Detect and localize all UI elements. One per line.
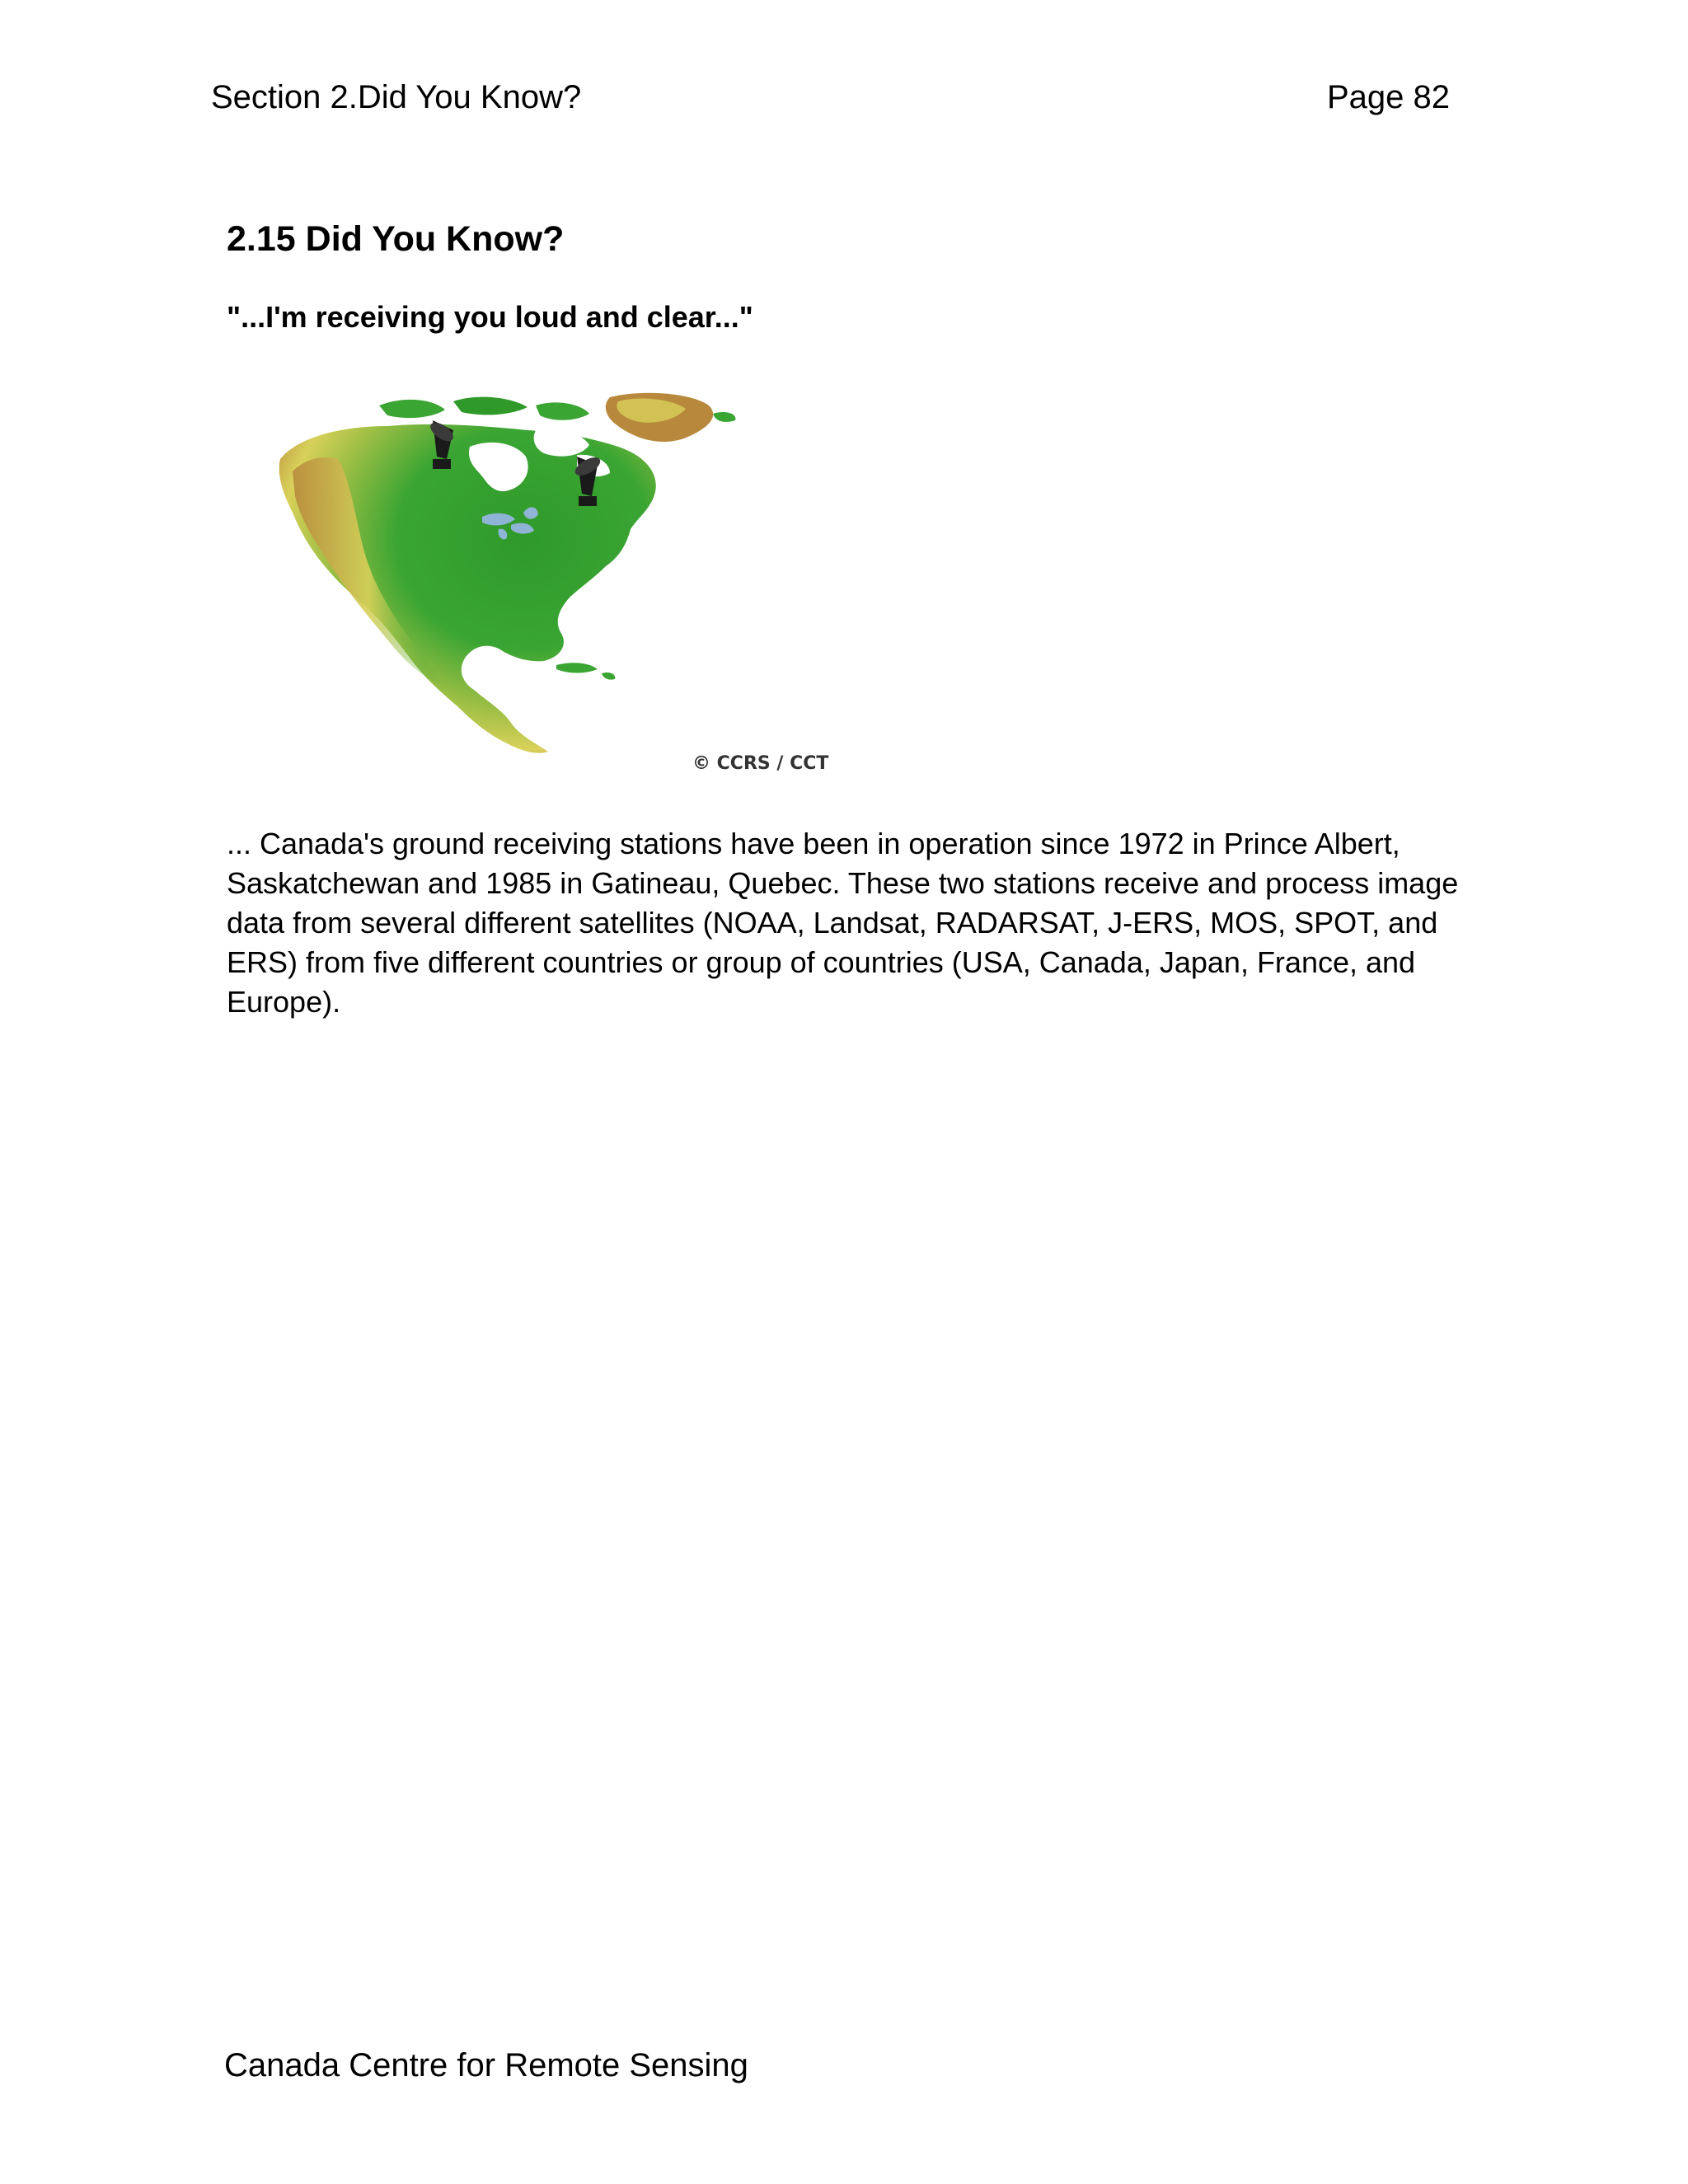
body-paragraph: ... Canada's ground receiving stations have been in operation since 1972 in Prince Albert, Saskatchewan and 1985 in Gatineau, Quebec. These two stations receive and process image data from several different satellites (NOAA, Landsat, RADARSAT, J-ERS, MOS, SPOT, and ERS) from five different countries or group of countries (USA, Canada, Japan, France, and Europe). <box>227 827 1459 1019</box>
north-america-map-icon <box>264 381 841 793</box>
running-header-page-number: Page 82 <box>1327 79 1451 115</box>
running-header-section: Section 2.Did You Know? <box>211 79 582 115</box>
ground-stations-figure <box>264 381 841 793</box>
running-footer: Canada Centre for Remote Sensing <box>224 2047 748 2083</box>
figure-credit: © CCRS / CCT <box>692 753 829 774</box>
section-heading: 2.15 Did You Know? <box>227 219 565 259</box>
quote-subheading: "...I'm receiving you loud and clear..." <box>227 300 753 334</box>
